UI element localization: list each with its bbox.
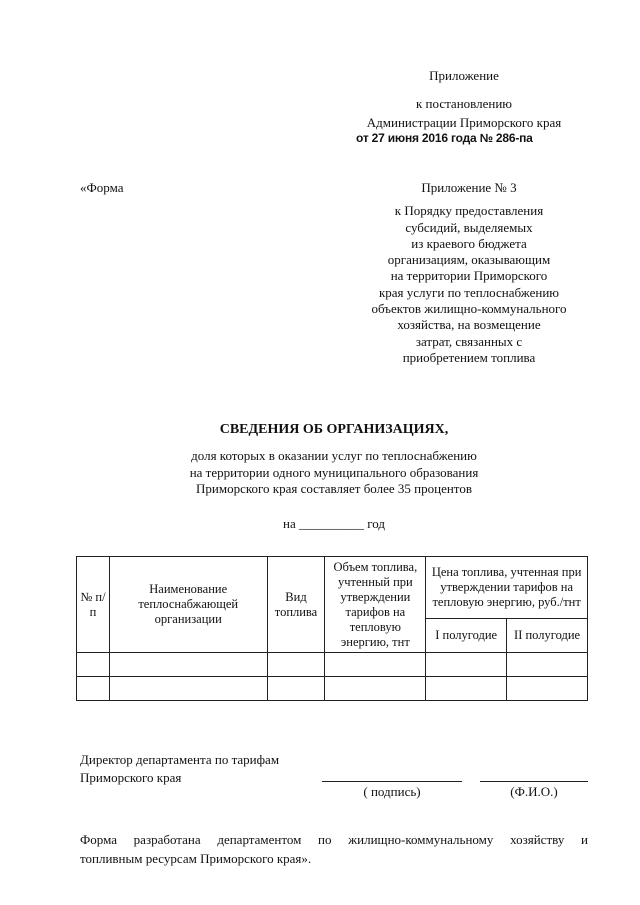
table-header-row [77, 557, 588, 619]
table-cell [77, 677, 110, 701]
appendix3-line: к Порядку предоставления [394, 203, 544, 219]
resolution-date-stamp: от 27 июня 2016 года № 286-па [356, 131, 533, 145]
table-cell [325, 653, 426, 677]
col-header-first-half: I полугодие [426, 619, 507, 653]
appendix3-line: объектов жилищно-коммунального [371, 301, 567, 317]
organizations-table [76, 556, 588, 701]
table-cell [507, 653, 588, 677]
document-title: СВЕДЕНИЯ ОБ ОРГАНИЗАЦИЯХ, [219, 422, 449, 437]
table-cell [109, 677, 267, 701]
heading-line: на территории одного муниципального образования [189, 464, 479, 480]
appendix3-block [340, 180, 598, 366]
col-header-fuel-type: Вид топлива [267, 557, 325, 653]
appendix-title: Приложение [429, 68, 499, 83]
signature-caption: ( подпись) [363, 784, 421, 799]
table-row [77, 677, 588, 701]
form-marker: «Форма [80, 180, 124, 195]
col-header-fuel-volume: Объем топлива, учтенный при утверждении тарифов на тепловую энергию, тнт [325, 557, 426, 653]
table-cell [507, 677, 588, 701]
appendix3-line: на территории Приморского [390, 268, 548, 284]
appendix-header [330, 66, 598, 132]
signature-line [322, 781, 462, 782]
signatory-block [80, 751, 279, 787]
table-cell [77, 653, 110, 677]
table-cell [267, 653, 325, 677]
appendix3-line: субсидий, выделяемых [405, 219, 533, 235]
col-header-second-half: II полугодие [507, 619, 588, 653]
heading-line: Приморского края составляет более 35 процентов [196, 481, 472, 496]
signatory-title-line-2: Приморского края [80, 770, 182, 785]
table-cell [426, 677, 507, 701]
heading-line: доля которых в оказании услуг по теплоснабжению [191, 448, 477, 463]
name-line [480, 781, 588, 782]
heading-block [80, 422, 588, 532]
table-cell [267, 677, 325, 701]
appendix3-line: организациям, оказывающим [387, 252, 551, 268]
appendix3-line: края услуги по теплоснабжению [378, 284, 560, 300]
appendix3-line: затрат, связанных с [415, 333, 523, 349]
appendix3-line: из краевого бюджета [411, 235, 527, 251]
table-cell [325, 677, 426, 701]
table-row [77, 653, 588, 677]
col-header-number: № п/п [77, 557, 110, 653]
appendix-line-2: Администрации Приморского края [366, 115, 562, 130]
appendix-line-1: к постановлению [415, 96, 513, 111]
appendix3-line: приобретением топлива [402, 349, 536, 365]
appendix3-line: хозяйства, на возмещение [397, 317, 541, 333]
col-header-fuel-price: Цена топлива, учтенная при утверждении тарифов на тепловую энергию, руб./тнт [426, 557, 588, 619]
table-cell [109, 653, 267, 677]
col-header-organization: Наименование теплоснабжающей организации [109, 557, 267, 653]
footer-note-line-2: топливным ресурсам Приморского края». [80, 851, 312, 866]
appendix3-title: Приложение № 3 [421, 180, 517, 195]
report-year-line: на __________ год [283, 515, 385, 531]
signatory-title-line-1: Директор департамента по тарифам [80, 752, 280, 767]
footer-note-line-1: Форма разработана департаментом по жилищно-коммунальному хозяйству и [80, 832, 588, 847]
footer-note [80, 830, 588, 868]
name-caption: (Ф.И.О.) [510, 784, 558, 799]
table-cell [426, 653, 507, 677]
